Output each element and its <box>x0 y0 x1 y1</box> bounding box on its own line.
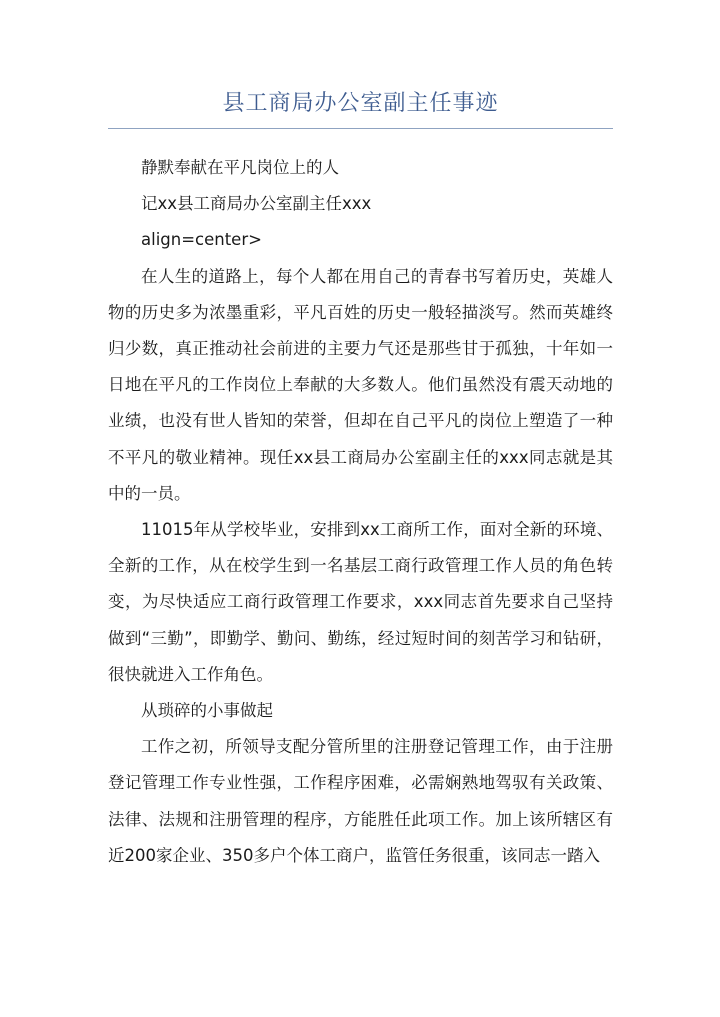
paragraph-registration-work: 工作之初，所领导支配分管所里的注册登记管理工作，由于注册登记管理工作专业性强，工作程序困难，必需娴熟地驾驭有关政策、法律、法规和注册管理的程序，方能胜任此项工作。加上该所辖区有近200家企业、350多户个体工商户，监管任务很重，该同志一踏入 <box>108 737 613 865</box>
document-body <box>108 150 613 874</box>
title-divider <box>108 128 613 129</box>
paragraph-section-heading: 从琐碎的小事做起 <box>141 701 273 721</box>
paragraph-career-start: 11015年从学校毕业，安排到xx工商所工作，面对全新的环境、全新的工作，从在校学生到一名基层工商行政管理工作人员的角色转变，为尽快适应工商行政管理工作要求，xxx同志首先要求自己坚持做到“三勤”，即勤学、勤问、勤练，经过短时间的刻苦学习和钻研，很快就进入工作角色。 <box>108 520 613 684</box>
paragraph-subtitle: 静默奉献在平凡岗位上的人 <box>141 158 339 177</box>
document-title: 县工商局办公室副主任事迹 <box>222 91 499 116</box>
paragraph-intro: 在人生的道路上，每个人都在用自己的青春书写着历史，英雄人物的历史多为浓墨重彩，平凡百姓的历史一般轻描淡写。然而英雄终归少数，真正推动社会前进的主要力气还是那些甘于孤独，十年如一日地在平凡的工作岗位上奉献的大多数人。他们虽然没有震天动地的业绩，也没有世人皆知的荣誉，但却在自己平凡的岗位上塑造了一种不平凡的敬业精神。现任xx县工商局办公室副主任的xxx同志就是其中的一员。 <box>108 266 613 503</box>
paragraph-byline: 记xx县工商局办公室副主任xxx <box>141 194 372 214</box>
paragraph-markup-artifact: align=center> <box>141 230 262 250</box>
